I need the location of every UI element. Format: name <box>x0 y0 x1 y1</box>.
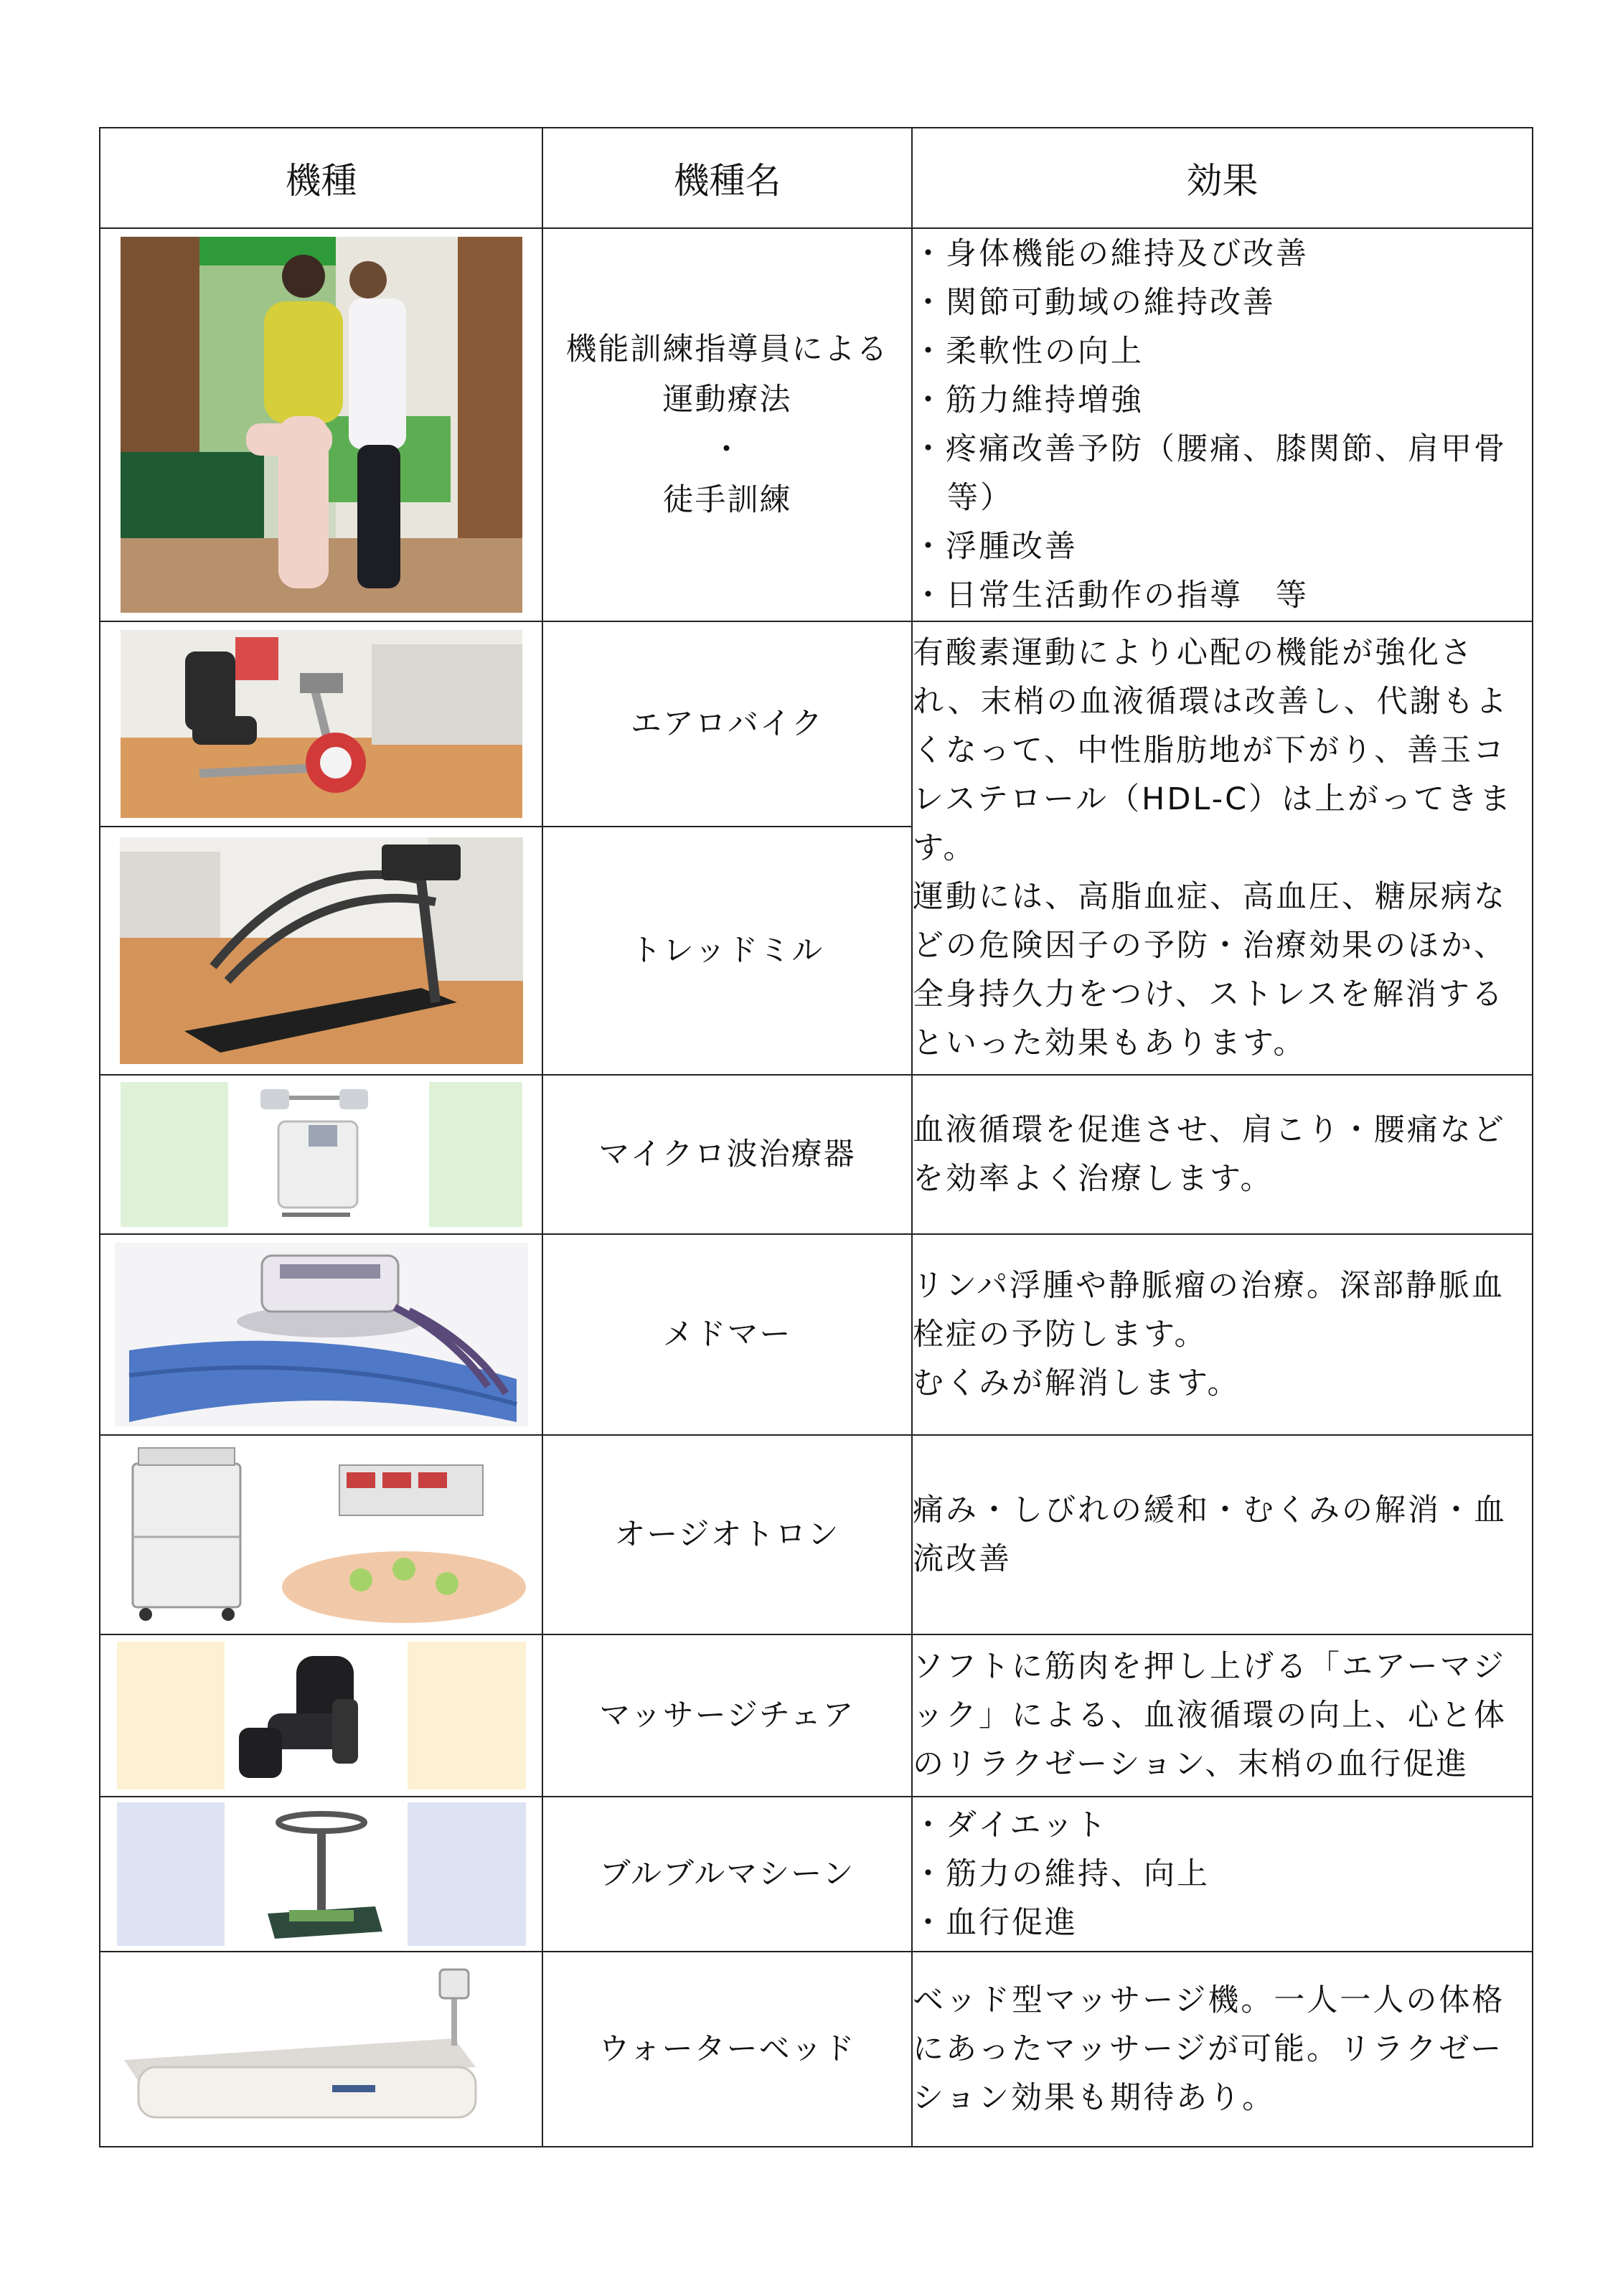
table-row <box>100 621 1533 827</box>
photo-cell <box>100 1075 542 1234</box>
effect-bullet: ・日常生活動作の指導 等 <box>913 578 1309 613</box>
name-line: ・ <box>711 432 743 468</box>
photo-cell <box>100 1634 542 1797</box>
name-cell: マイクロ波治療器 <box>542 1075 912 1234</box>
photo-cell <box>100 1435 542 1634</box>
photo-cell <box>100 1234 542 1435</box>
photo-water-bed <box>117 1959 526 2139</box>
name-cell: トレッドミル <box>542 827 912 1075</box>
equipment-table <box>99 127 1533 2147</box>
name-cell: エアロバイク <box>542 621 912 827</box>
header-name: 機種名 <box>542 128 912 228</box>
header-row <box>100 128 1533 228</box>
effect-bullet: ・筋力の維持、向上 <box>913 1856 1210 1892</box>
photo-massage-chair <box>117 1642 526 1789</box>
photo-cell <box>100 621 542 827</box>
effect-bullet: ・身体機能の維持及び改善 <box>913 236 1309 272</box>
header-effect: 効果 <box>912 128 1533 228</box>
effect-paragraph: 有酸素運動により心配の機能が強化され、末梢の血液循環は改善し、代謝もよくなって、中性脂肪地が下がり、善玉コレステロール（HDL-C）は上がってきます。 <box>913 635 1513 866</box>
table-row <box>100 1435 1533 1634</box>
effect-bullet: ・浮腫改善 <box>913 529 1078 565</box>
name-line: 徒手訓練 <box>662 482 792 518</box>
name-cell: マッサージチェア <box>542 1634 912 1797</box>
effect-text: 血液循環を促進させ、肩こり・腰痛などを効率よく治療します。 <box>913 1112 1506 1197</box>
effect-cell <box>912 1234 1533 1435</box>
table-row <box>100 1797 1533 1952</box>
photo-vibration-machine <box>117 1802 526 1946</box>
name-line: 機能訓練指導員による <box>565 331 889 367</box>
photo-cell <box>100 1797 542 1952</box>
effect-cell <box>912 1952 1533 2147</box>
name-cell: オージオトロン <box>542 1435 912 1634</box>
photo-functional-training <box>121 237 522 613</box>
effect-cell <box>912 1634 1533 1797</box>
effect-text: リンパ浮腫や静脈瘤の治療。深部静脈血栓症の予防します。 <box>913 1268 1505 1352</box>
effect-bullet: ・筋力維持増強 <box>913 382 1144 418</box>
name-line: 運動療法 <box>662 382 792 418</box>
effect-text: ベッド型マッサージ機。一人一人の体格にあったマッサージが可能。リラクゼーション効果も期待あり。 <box>913 1982 1505 2116</box>
effect-cell <box>912 1797 1533 1952</box>
effect-cell <box>912 1075 1533 1234</box>
effect-bullet: ・ダイエット <box>913 1807 1109 1843</box>
effect-text: むくみが解消します。 <box>913 1365 1241 1401</box>
name-cell <box>542 228 912 621</box>
photo-cell <box>100 827 542 1075</box>
name-cell: ウォーターベッド <box>542 1952 912 2147</box>
photo-aerobike <box>121 630 522 818</box>
table-row <box>100 1075 1533 1234</box>
photo-treadmill <box>120 837 523 1064</box>
table-row <box>100 1634 1533 1797</box>
name-cell: メドマー <box>542 1234 912 1435</box>
effect-bullet: ・柔軟性の向上 <box>913 334 1144 370</box>
photo-audiotron <box>117 1444 526 1626</box>
effect-bullet: ・疼痛改善予防（腰痛、膝関節、肩甲骨 <box>913 431 1507 467</box>
effect-bullet: ・関節可動域の維持改善 <box>913 285 1276 321</box>
effect-cell <box>912 1435 1533 1634</box>
effect-text: ソフトに筋肉を押し上げる「エアーマジック」による、血液循環の向上、心と体のリラクゼーション、末梢の血行促進 <box>913 1649 1507 1782</box>
table-row <box>100 1234 1533 1435</box>
effect-bullet-cont: 等） <box>947 480 1013 516</box>
photo-medomer <box>115 1243 528 1426</box>
table-row <box>100 228 1533 621</box>
name-cell: ブルブルマシーン <box>542 1797 912 1952</box>
photo-microwave-therapy <box>121 1082 522 1227</box>
table-row <box>100 1952 1533 2147</box>
effect-cell <box>912 228 1533 621</box>
header-type: 機種 <box>100 128 542 228</box>
photo-cell <box>100 1952 542 2147</box>
effect-text: 痛み・しびれの緩和・むくみの解消・血流改善 <box>913 1492 1507 1577</box>
effect-bullet: ・血行促進 <box>913 1905 1078 1941</box>
effect-paragraph: 運動には、高脂血症、高血圧、糖尿病などの危険因子の予防・治療効果のほか、全身持久力をつけ、ストレスを解消するといった効果もあります。 <box>913 879 1507 1061</box>
effect-cell-shared <box>912 621 1533 1075</box>
photo-cell <box>100 228 542 621</box>
